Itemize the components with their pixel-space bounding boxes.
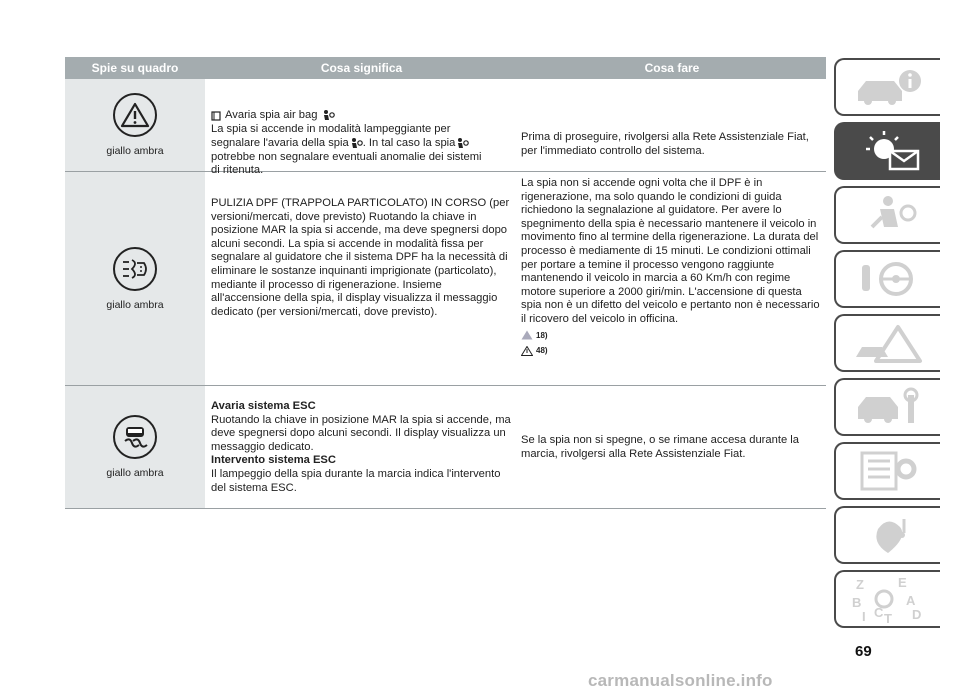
airbag-icon [455,137,469,151]
action-cell: Prima di proseguire, rivolgersi alla Rete Assistenziale Fiat, per l'immediato controllo del sistema. [521,131,809,157]
icon-cell [65,172,205,385]
icon-cell [65,79,205,171]
meaning-cell [205,386,515,508]
meaning-title: Avaria spia air bag [225,109,318,122]
tab-maintenance[interactable] [834,378,940,436]
warning-lights-icon [848,129,928,173]
table-row [65,172,826,386]
caution-icon [521,330,533,340]
index-letters-icon [848,575,928,623]
meaning-text: Ruotando la chiave in posizione MAR la spia si accende, ma deve spegnersi dopo alcuni secondi. Il display visualizza un messaggio dedicato. [211,413,511,453]
svg-text:B: B [852,595,862,610]
table-row [65,79,826,177]
header-meaning: Cosa significa [208,57,515,79]
meaning-cell: PULIZIA DPF (TRAPPOLA PARTICOLATO) IN CORSO (per versioni/mercati, dove previsto) Ruotando la chiave in posizione MAR la spia si accende, ma deve spegnersi dopo alcuni secondi. La spia si accende in modalità fissa per segnalare al guidatore che il sistema DPF ha la necessità di eliminare le sostanze inquinanti imprigionate (particolato), mediante il processo di rigenerazione. Insieme all'accensione della spia, il display visualizza il messaggio dedicato (per versioni/mercati, dove previsto). [211,197,510,318]
tab-vehicle-info[interactable] [834,58,940,116]
svg-text:T: T [884,611,892,623]
header-action: Cosa fare [518,57,826,79]
meaning-text: Il lampeggio della spia durante la marcia indica l'intervento del sistema ESC. [211,467,501,494]
svg-text:A: A [906,593,916,608]
reference-18: 18) [521,329,823,343]
meaning-text-4: di ritenuta. [211,164,264,177]
tab-technical-data[interactable] [834,442,940,500]
svg-text:I: I [862,609,866,623]
action-text: La spia non si accende ogni volta che il DPF è in rigenerazione, ma solo quando le condizioni di guida richiedono la segnalazione al guidatore. Per avere lo spegnimento della spia è necessario mantenere il veicolo in movimento fino al termine della rigenerazione. La durata del processo è mediamente di 15 minuti. Le condizioni ottimali per portare a temine il processo vengono raggiunte mantenendo il veicolo in marcia a 60 Km/h con regime motore superiore a 2000 giri/min. L'accensione di questa spia non è un difetto del veicolo e pertanto non è necessario il ricovero del veicolo in officina. [521,177,820,325]
tab-safety[interactable] [834,186,940,244]
table-header [65,57,826,79]
esc-skid-icon [113,415,157,459]
meaning-heading: Avaria sistema ESC [211,400,316,412]
action-cell [515,172,826,385]
emergency-triangle-icon [848,321,928,365]
meaning-heading: Intervento sistema ESC [211,454,336,467]
tab-index[interactable] [834,570,940,628]
steering-key-icon [848,257,928,301]
multimedia-icon [848,513,928,557]
meaning-text-1: La spia si accende in modalità lampeggiante per [211,123,451,135]
header-lights: Spie su quadro [91,61,179,75]
airbag-seat-icon [848,193,928,237]
car-wrench-icon [848,385,928,429]
book-icon [211,111,221,121]
tab-driving[interactable] [834,250,940,308]
meaning-cell [205,79,515,177]
watermark: carmanualsonline.info [588,671,773,690]
icon-cell [65,386,205,508]
warning-triangle-icon [113,93,157,137]
car-info-icon [848,67,928,107]
page-number: 69 [855,643,872,660]
meaning-text-2a: segnalare l'avaria della spia [211,136,349,149]
tab-multimedia[interactable] [834,506,940,564]
svg-text:E: E [898,575,907,590]
dpf-icon [113,247,157,291]
specs-gear-icon [848,449,928,493]
color-label: giallo ambra [106,298,164,311]
action-cell: Se la spia non si spegne, o se rimane accesa durante la marcia, rivolgersi alla Rete Assistenziale Fiat. [521,434,799,460]
airbag-icon [321,109,335,123]
tab-emergency[interactable] [834,314,940,372]
reference-48: 48) [521,344,823,358]
warning-small-icon [521,346,533,356]
meaning-text-3: potrebbe non segnalare eventuali anomalie dei sistemi [211,150,482,163]
tab-warning-lights[interactable] [834,122,940,180]
meaning-text-2b: . In tal caso la spia [362,136,456,149]
svg-text:D: D [912,607,922,622]
svg-text:Z: Z [856,577,864,592]
table-row [65,386,826,509]
color-label: giallo ambra [106,467,164,479]
warning-lights-table [65,57,826,509]
svg-text:C: C [874,605,884,620]
color-label: giallo ambra [106,145,164,157]
airbag-icon [349,137,363,151]
